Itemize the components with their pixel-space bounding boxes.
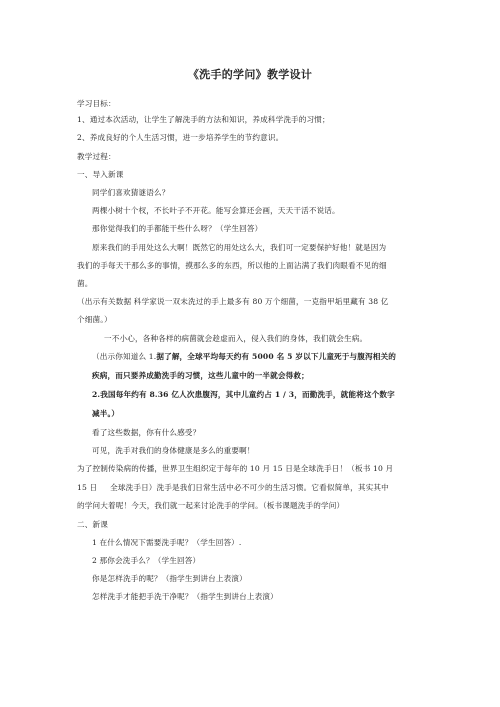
data-note-line: （出示有关数据 科学家说一双未洗过的手上最多有 80 万个细菌，一克指甲垢里藏有 38 亿 (77, 297, 389, 306)
section-2-heading: 二、新课 (77, 520, 108, 529)
fact-1-line (92, 352, 396, 362)
fact-1-bold: 据了解，全球平均每天约有 5000 名 5 岁以下儿童死于与腹泻相关的 (156, 352, 397, 361)
feelings-question: 看了这些数据，你有什么感受？ (92, 428, 201, 437)
objective-1: 1、通过本次活动，让学生了解洗手的方法和知识，养成科学洗手的习惯； (77, 115, 330, 124)
fact-1-prefix: （出示你知道么 1. (92, 352, 157, 361)
paragraph-line: 原来我们的手用处这么大啊！既然它的用处这么大，我们可一定要保护好他！就是因为 (92, 243, 387, 252)
importance-line: 可见，洗手对我们的身体健康是多么的重要啊！ (92, 446, 255, 455)
riddle-text: 两棵小树十个杈，不长叶子不开花。能写会算还会画，天天干活不说话。 (92, 206, 340, 215)
new-lesson-line: 你是怎样洗手的呢？（指学生到讲台上表演） (92, 574, 247, 583)
paragraph-line: 的学问大着呢！今天，我们就一起来讨论洗手的学问。（板书课题洗手的学问） (77, 501, 345, 510)
new-lesson-line: 2 那你会洗手么？（学生回答） (92, 556, 201, 565)
new-lesson-line: 1 在什么情况下需要洗手呢？（学生回答）. (92, 538, 242, 547)
objective-2: 2、养成良好的个人生活习惯，进一步培养学生的节约意识。 (77, 133, 284, 142)
section-1-heading: 一、导入新课 (77, 170, 124, 179)
objectives-heading: 学习目标： (77, 99, 116, 108)
paragraph-line: 菌。 (77, 279, 93, 288)
paragraph-line: 我们的手每天干那么多的事情，摸那么多的东西，所以他的上面沾满了我们肉眼看不见的细 (77, 261, 387, 270)
new-lesson-line: 怎样洗手才能把手洗干净呢？（指学生到讲台上表演） (92, 592, 278, 601)
fact-2-line-2: 减半。） (92, 409, 120, 418)
paragraph-line: 为了控制传染病的传播，世界卫生组织定于每年的 10 月 15 日是全球洗手日！（板书 10 月 (77, 464, 394, 473)
hands-question: 那你觉得我们的手都能干些什么呀？（学生回答） (92, 224, 263, 233)
paragraph-line: 15 日 全球洗手日）洗手是我们日常生活中必不可少的生活习惯。它看似简单，其实其中 (77, 483, 389, 492)
data-note-line: 个细菌。） (77, 315, 112, 324)
fact-1-line-2: 疾病，而只要养成勤洗手的习惯，这些儿童中的一半就会得救； (92, 371, 309, 380)
process-heading: 教学过程： (77, 152, 116, 161)
document-title: 《洗手的学问》教学设计 (187, 68, 313, 81)
riddle-question: 同学们喜欢猜谜语么？ (92, 188, 170, 197)
paragraph-line: 一不小心，各种各样的病菌就会趁虚而入，侵入我们的身体，我们就会生病。 (104, 334, 368, 343)
fact-2-line: 2.我国每年约有 8.36 亿人次患腹泻，其中儿童约占 1 / 3，而勤洗手，就能将这个数字 (92, 390, 395, 399)
